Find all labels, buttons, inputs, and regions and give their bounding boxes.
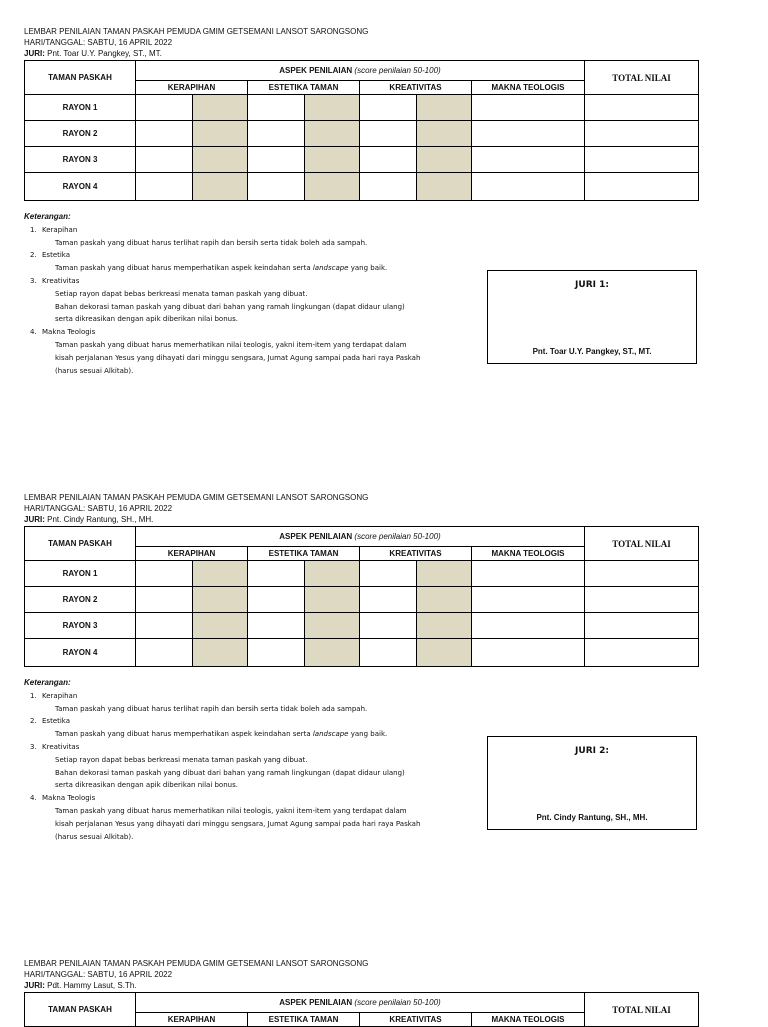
score-cell[interactable] bbox=[248, 587, 305, 613]
col-makna-teologis: MAKNA TEOLOGIS bbox=[472, 81, 585, 95]
note-text: Taman paskah yang dibuat harus memperhatikan aspek keindahan serta landscape yang baik. bbox=[55, 264, 388, 273]
score-cell[interactable] bbox=[136, 121, 193, 147]
note-item-kreativitas: 3. Kreativitas bbox=[30, 276, 80, 285]
sheet-juri: JURI: Pnt. Toar U.Y. Pangkey, ST., MT. bbox=[24, 49, 162, 58]
rayon-label: RAYON 1 bbox=[25, 561, 136, 587]
keterangan-title: Keterangan: bbox=[24, 678, 71, 687]
score-cell-shaded[interactable] bbox=[417, 639, 472, 667]
sheet-date: HARI/TANGGAL: SABTU, 16 APRIL 2022 bbox=[24, 38, 173, 47]
col-kreativitas: KREATIVITAS bbox=[360, 547, 472, 561]
score-cell[interactable] bbox=[248, 121, 305, 147]
col-kreativitas: KREATIVITAS bbox=[360, 1013, 472, 1027]
score-sheet-3 bbox=[24, 958, 698, 1027]
col-taman-paskah: TAMAN PASKAH bbox=[25, 527, 136, 561]
col-taman-paskah: TAMAN PASKAH bbox=[25, 61, 136, 95]
score-cell-shaded[interactable] bbox=[305, 95, 360, 121]
table-row bbox=[25, 561, 699, 587]
total-cell[interactable] bbox=[585, 147, 699, 173]
juri-signature-box-1 bbox=[487, 270, 697, 364]
table-row bbox=[25, 613, 699, 639]
juri-signature-box-2 bbox=[487, 736, 697, 830]
score-cell-shaded[interactable] bbox=[417, 147, 472, 173]
score-cell-shaded[interactable] bbox=[193, 95, 248, 121]
table-row bbox=[25, 587, 699, 613]
score-cell[interactable] bbox=[248, 561, 305, 587]
note-text: serta dikreasikan dengan apik diberikan nilai bonus. bbox=[55, 315, 238, 324]
score-cell[interactable] bbox=[360, 121, 417, 147]
score-cell[interactable] bbox=[360, 561, 417, 587]
score-cell[interactable] bbox=[472, 561, 585, 587]
rayon-label: RAYON 4 bbox=[25, 639, 136, 667]
sheet-juri: JURI: Pdt. Hammy Lasut, S.Th. bbox=[24, 981, 137, 990]
sheet-title: LEMBAR PENILAIAN TAMAN PASKAH PEMUDA GMIM GETSEMANI LANSOT SARONGSONG bbox=[24, 27, 369, 36]
score-cell[interactable] bbox=[136, 173, 193, 201]
col-taman-paskah: TAMAN PASKAH bbox=[25, 993, 136, 1027]
score-cell-shaded[interactable] bbox=[193, 587, 248, 613]
rayon-label: RAYON 4 bbox=[25, 173, 136, 201]
aspek-header: ASPEK PENILAIAN (score penilaian 50-100) bbox=[136, 527, 585, 547]
col-total-nilai: TOTAL NILAI bbox=[585, 61, 699, 95]
rayon-label: RAYON 2 bbox=[25, 121, 136, 147]
note-item-kerapihan: 1. Kerapihan bbox=[30, 225, 78, 234]
note-text: kisah perjalanan Yesus yang dihayati dari minggu sengsara, Jumat Agung sampai pada hari raya Paskah bbox=[55, 819, 421, 828]
score-cell[interactable] bbox=[248, 173, 305, 201]
col-total-nilai: TOTAL NILAI bbox=[585, 527, 699, 561]
score-cell-shaded[interactable] bbox=[193, 561, 248, 587]
score-cell[interactable] bbox=[472, 121, 585, 147]
score-cell[interactable] bbox=[472, 173, 585, 201]
col-total-nilai: TOTAL NILAI bbox=[585, 993, 699, 1027]
score-table bbox=[24, 992, 699, 1027]
score-cell[interactable] bbox=[360, 173, 417, 201]
note-text: Bahan dekorasi taman paskah yang dibuat dari bahan yang ramah lingkungan (dapat didaur ulang) bbox=[55, 302, 405, 311]
col-estetika: ESTETIKA TAMAN bbox=[248, 547, 360, 561]
score-cell[interactable] bbox=[136, 613, 193, 639]
col-kerapihan: KERAPIHAN bbox=[136, 81, 248, 95]
score-cell-shaded[interactable] bbox=[305, 147, 360, 173]
table-row bbox=[25, 147, 699, 173]
score-cell[interactable] bbox=[136, 561, 193, 587]
score-cell-shaded[interactable] bbox=[417, 587, 472, 613]
sheet-title: LEMBAR PENILAIAN TAMAN PASKAH PEMUDA GMIM GETSEMANI LANSOT SARONGSONG bbox=[24, 493, 369, 502]
col-kerapihan: KERAPIHAN bbox=[136, 547, 248, 561]
total-cell[interactable] bbox=[585, 587, 699, 613]
score-cell-shaded[interactable] bbox=[305, 587, 360, 613]
score-cell-shaded[interactable] bbox=[417, 173, 472, 201]
score-cell[interactable] bbox=[472, 613, 585, 639]
total-cell[interactable] bbox=[585, 121, 699, 147]
score-cell-shaded[interactable] bbox=[417, 561, 472, 587]
note-text: Bahan dekorasi taman paskah yang dibuat dari bahan yang ramah lingkungan (dapat didaur ulang) bbox=[55, 768, 405, 777]
total-cell[interactable] bbox=[585, 613, 699, 639]
table-row bbox=[25, 121, 699, 147]
col-kreativitas: KREATIVITAS bbox=[360, 81, 472, 95]
table-row bbox=[25, 639, 699, 667]
score-cell-shaded[interactable] bbox=[305, 613, 360, 639]
sheet-date: HARI/TANGGAL: SABTU, 16 APRIL 2022 bbox=[24, 504, 173, 513]
juri-box-name: Pnt. Toar U.Y. Pangkey, ST., MT. bbox=[532, 347, 652, 356]
score-cell-shaded[interactable] bbox=[305, 561, 360, 587]
note-item-estetika: 2. Estetika bbox=[30, 717, 71, 726]
rayon-label: RAYON 3 bbox=[25, 613, 136, 639]
score-cell[interactable] bbox=[472, 639, 585, 667]
col-kerapihan: KERAPIHAN bbox=[136, 1013, 248, 1027]
note-item-kreativitas: 3. Kreativitas bbox=[30, 742, 80, 751]
score-cell[interactable] bbox=[248, 147, 305, 173]
score-cell[interactable] bbox=[136, 95, 193, 121]
score-cell[interactable] bbox=[248, 95, 305, 121]
total-cell[interactable] bbox=[585, 561, 699, 587]
keterangan-title: Keterangan: bbox=[24, 212, 71, 221]
score-cell-shaded[interactable] bbox=[305, 639, 360, 667]
col-estetika: ESTETIKA TAMAN bbox=[248, 81, 360, 95]
score-cell-shaded[interactable] bbox=[417, 95, 472, 121]
note-text: (harus sesuai Alkitab). bbox=[55, 832, 134, 841]
note-item-kerapihan: 1. Kerapihan bbox=[30, 691, 78, 700]
note-text: kisah perjalanan Yesus yang dihayati dari minggu sengsara, Jumat Agung sampai pada hari raya Paskah bbox=[55, 353, 421, 362]
rayon-label: RAYON 3 bbox=[25, 147, 136, 173]
juri-box-title: JURI 2: bbox=[575, 746, 609, 756]
col-estetika: ESTETIKA TAMAN bbox=[248, 1013, 360, 1027]
rayon-label: RAYON 1 bbox=[25, 95, 136, 121]
rayon-label: RAYON 2 bbox=[25, 587, 136, 613]
note-item-makna-teologis: 4. Makna Teologis bbox=[30, 794, 96, 803]
keterangan-notes bbox=[24, 677, 464, 843]
score-cell[interactable] bbox=[136, 147, 193, 173]
note-text: Taman paskah yang dibuat harus terlihat rapih dan bersih serta tidak boleh ada sampah. bbox=[55, 704, 368, 713]
score-cell-shaded[interactable] bbox=[193, 613, 248, 639]
table-row bbox=[25, 95, 699, 121]
score-cell[interactable] bbox=[360, 639, 417, 667]
sheet-title: LEMBAR PENILAIAN TAMAN PASKAH PEMUDA GMIM GETSEMANI LANSOT SARONGSONG bbox=[24, 959, 369, 968]
score-table bbox=[24, 526, 699, 667]
score-cell-shaded[interactable] bbox=[193, 639, 248, 667]
score-cell-shaded[interactable] bbox=[305, 173, 360, 201]
table-row bbox=[25, 173, 699, 201]
note-text: (harus sesuai Alkitab). bbox=[55, 366, 134, 375]
note-text: serta dikreasikan dengan apik diberikan nilai bonus. bbox=[55, 781, 238, 790]
score-cell[interactable] bbox=[360, 587, 417, 613]
note-text: Taman paskah yang dibuat harus memerhatikan nilai teologis, yakni item-item yang terdapat dalam bbox=[55, 806, 407, 815]
score-table bbox=[24, 60, 699, 201]
total-cell[interactable] bbox=[585, 173, 699, 201]
score-cell-shaded[interactable] bbox=[417, 613, 472, 639]
score-cell-shaded[interactable] bbox=[417, 121, 472, 147]
score-cell-shaded[interactable] bbox=[305, 121, 360, 147]
col-makna-teologis: MAKNA TEOLOGIS bbox=[472, 1013, 585, 1027]
score-cell[interactable] bbox=[136, 587, 193, 613]
note-text: Setiap rayon dapat bebas berkreasi menata taman paskah yang dibuat. bbox=[55, 289, 308, 298]
col-makna-teologis: MAKNA TEOLOGIS bbox=[472, 547, 585, 561]
total-cell[interactable] bbox=[585, 95, 699, 121]
aspek-header: ASPEK PENILAIAN (score penilaian 50-100) bbox=[136, 61, 585, 81]
score-cell-shaded[interactable] bbox=[193, 121, 248, 147]
sheet-juri: JURI: Pnt. Cindy Rantung, SH., MH. bbox=[24, 515, 154, 524]
score-cell-shaded[interactable] bbox=[193, 173, 248, 201]
juri-box-title: JURI 1: bbox=[575, 280, 609, 290]
score-sheet-1 bbox=[24, 26, 698, 201]
keterangan-notes bbox=[24, 211, 464, 377]
score-cell[interactable] bbox=[360, 147, 417, 173]
note-text: Setiap rayon dapat bebas berkreasi menata taman paskah yang dibuat. bbox=[55, 755, 308, 764]
juri-box-name: Pnt. Cindy Rantung, SH., MH. bbox=[536, 813, 648, 822]
score-cell[interactable] bbox=[360, 95, 417, 121]
score-cell[interactable] bbox=[360, 613, 417, 639]
score-cell[interactable] bbox=[248, 613, 305, 639]
total-cell[interactable] bbox=[585, 639, 699, 667]
note-item-estetika: 2. Estetika bbox=[30, 251, 71, 260]
score-cell[interactable] bbox=[472, 95, 585, 121]
note-item-makna-teologis: 4. Makna Teologis bbox=[30, 328, 96, 337]
aspek-header: ASPEK PENILAIAN (score penilaian 50-100) bbox=[136, 993, 585, 1013]
note-text: Taman paskah yang dibuat harus memperhatikan aspek keindahan serta landscape yang baik. bbox=[55, 730, 388, 739]
score-cell-shaded[interactable] bbox=[193, 147, 248, 173]
score-cell[interactable] bbox=[472, 587, 585, 613]
note-text: Taman paskah yang dibuat harus memerhatikan nilai teologis, yakni item-item yang terdapat dalam bbox=[55, 340, 407, 349]
score-cell[interactable] bbox=[248, 639, 305, 667]
note-text: Taman paskah yang dibuat harus terlihat rapih dan bersih serta tidak boleh ada sampah. bbox=[55, 238, 368, 247]
score-cell[interactable] bbox=[136, 639, 193, 667]
score-cell[interactable] bbox=[472, 147, 585, 173]
sheet-date: HARI/TANGGAL: SABTU, 16 APRIL 2022 bbox=[24, 970, 173, 979]
score-sheet-2 bbox=[24, 492, 698, 667]
